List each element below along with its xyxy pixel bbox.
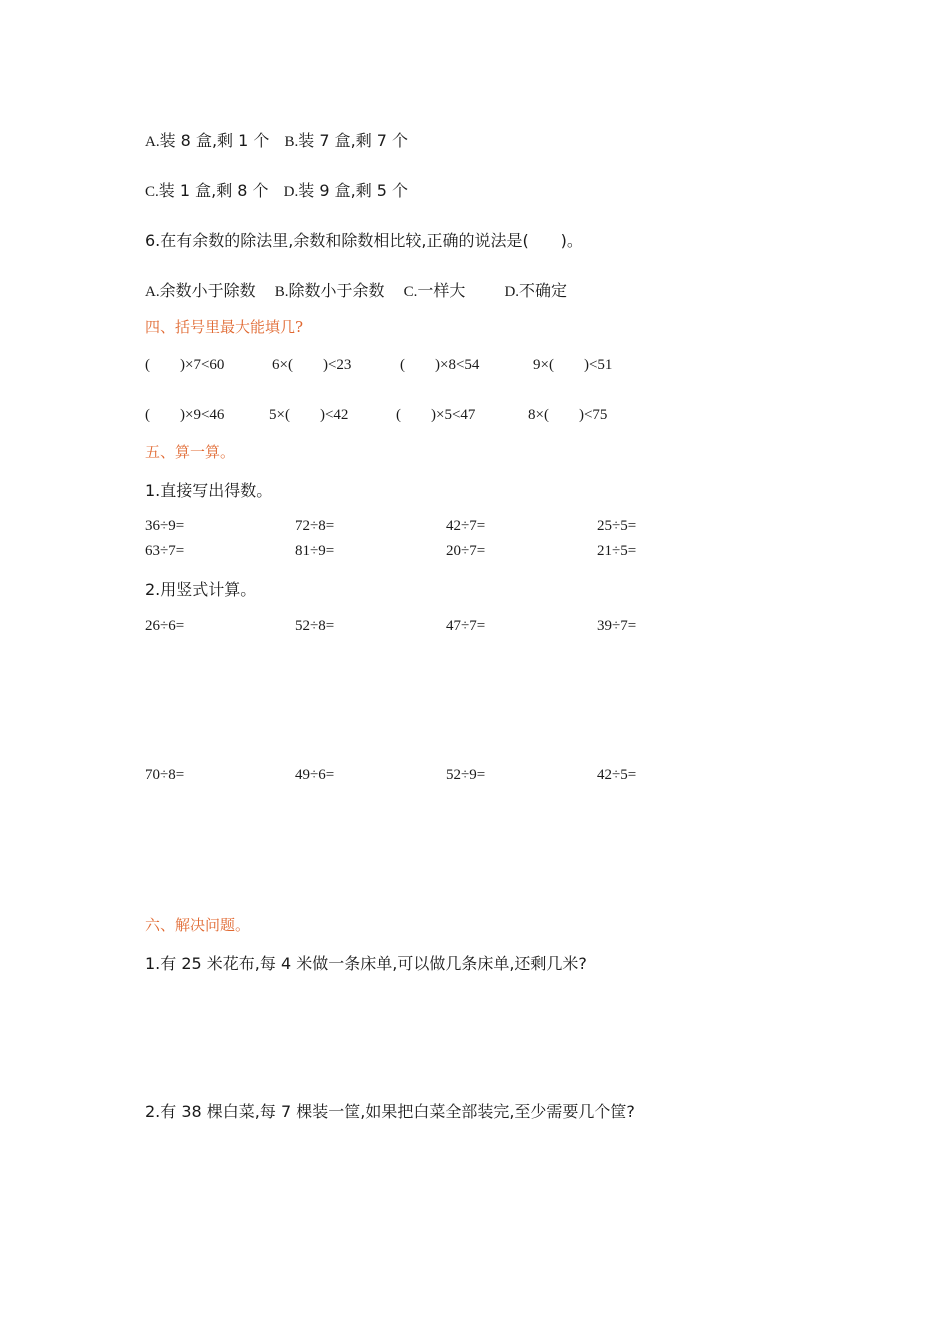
q5-option-d: D.装 9 盒,剩 5 个: [283, 181, 409, 200]
section-4-title: 四、括号里最大能填几?: [145, 318, 304, 336]
division-item: 20÷7=: [446, 543, 486, 559]
q6-option-a: A.余数小于除数: [145, 281, 256, 300]
division-item: 21÷5=: [597, 543, 637, 559]
q6-option-d: D.不确定: [504, 281, 568, 300]
long-division-item: 42÷5=: [597, 767, 637, 783]
q6-options: [145, 280, 577, 303]
q5-option-a: A.装 8 盒,剩 1 个: [145, 131, 270, 150]
division-item: 81÷9=: [295, 543, 335, 559]
section-5-part-1-title: 1.直接写出得数。: [145, 481, 273, 500]
fill-blank-item: 9×( )<51: [533, 357, 613, 373]
long-division-item: 47÷7=: [446, 618, 486, 634]
fill-blank-item: ( )×5<47: [396, 407, 476, 423]
q5-options-row-2: [145, 180, 418, 203]
division-item: 42÷7=: [446, 518, 486, 534]
long-division-item: 26÷6=: [145, 618, 185, 634]
long-division-item: 52÷8=: [295, 618, 335, 634]
word-problem-2: 2.有 38 棵白菜,每 7 棵装一筐,如果把白菜全部装完,至少需要几个筐?: [145, 1102, 635, 1121]
division-item: 72÷8=: [295, 518, 335, 534]
division-item: 63÷7=: [145, 543, 185, 559]
fill-blank-item: ( )×8<54: [400, 357, 480, 373]
word-problem-1: 1.有 25 米花布,每 4 米做一条床单,可以做几条床单,还剩几米?: [145, 954, 587, 973]
long-division-item: 52÷9=: [446, 767, 486, 783]
section-6-title: 六、解决问题。: [145, 916, 251, 934]
q5-option-c: C.装 1 盒,剩 8 个: [145, 181, 269, 200]
q5-option-b: B.装 7 盒,剩 7 个: [284, 131, 409, 150]
fill-blank-item: 8×( )<75: [528, 407, 608, 423]
division-item: 25÷5=: [597, 518, 637, 534]
fill-blank-item: 6×( )<23: [272, 357, 352, 373]
fill-blank-item: 5×( )<42: [269, 407, 349, 423]
section-5-title: 五、算一算。: [145, 443, 236, 461]
q6-option-c: C.一样大: [403, 281, 466, 300]
fill-blank-item: ( )×7<60: [145, 357, 225, 373]
long-division-item: 49÷6=: [295, 767, 335, 783]
section-5-part-2-title: 2.用竖式计算。: [145, 580, 257, 599]
q6-option-b: B.除数小于余数: [274, 281, 385, 300]
q5-options-row-1: [145, 130, 418, 153]
division-item: 36÷9=: [145, 518, 185, 534]
long-division-item: 39÷7=: [597, 618, 637, 634]
q6-stem: 6.在有余数的除法里,余数和除数相比较,正确的说法是( )。: [145, 231, 583, 250]
fill-blank-item: ( )×9<46: [145, 407, 225, 423]
long-division-item: 70÷8=: [145, 767, 185, 783]
